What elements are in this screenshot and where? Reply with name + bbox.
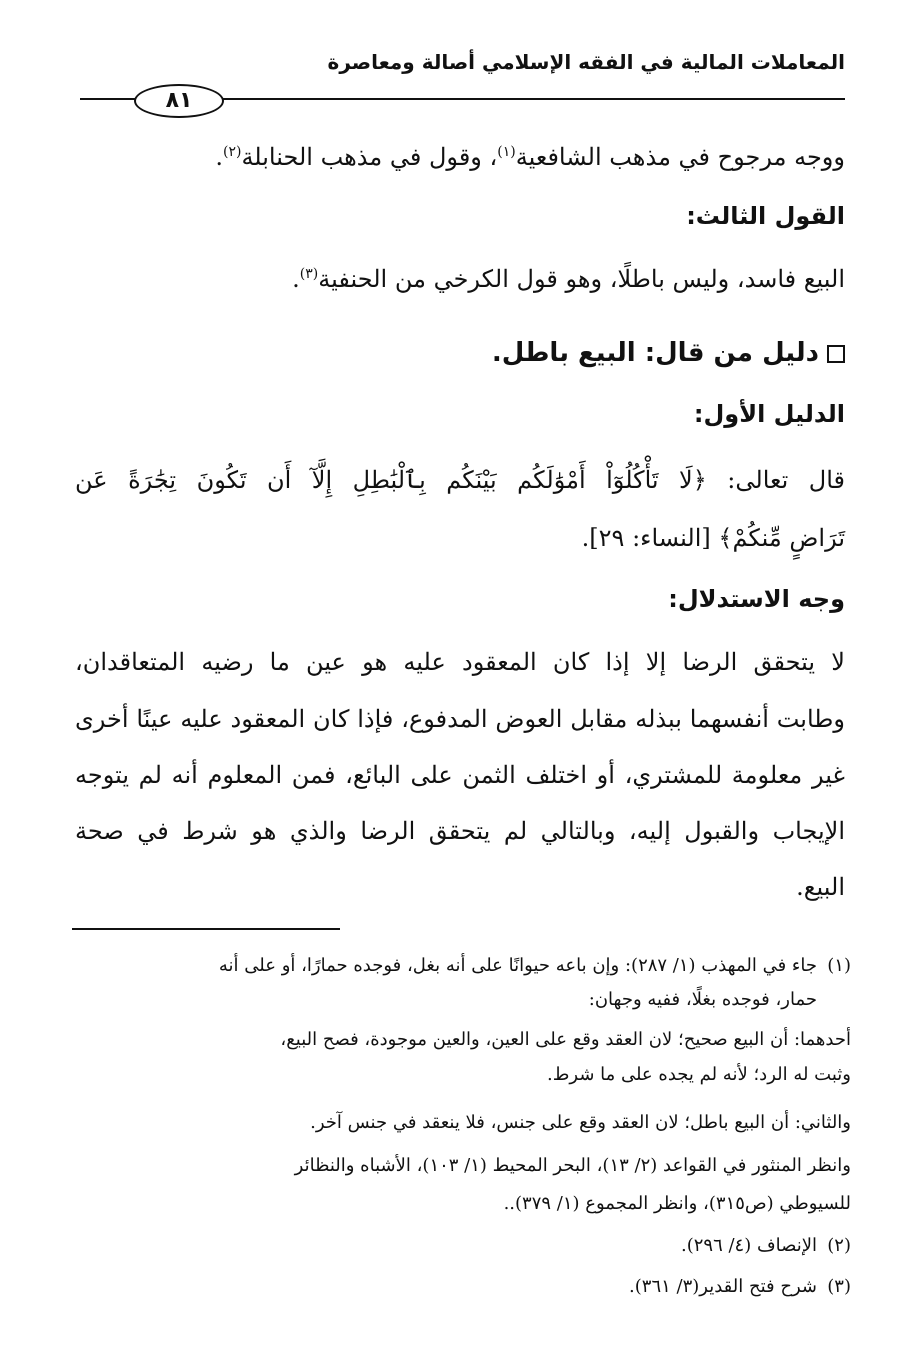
- footnote-3: [71, 1276, 851, 1297]
- running-header-title: المعاملات المالية في الفقه الإسلامي أصالة ومعاصرة: [327, 50, 845, 74]
- paragraph-line-1: [75, 143, 845, 171]
- footnote-1-line-7: للسيوطي (ص٣١٥)، وانظر المجموع (١/ ٣٧٩)..: [503, 1193, 851, 1214]
- body-line-1: لا يتحقق الرضا إلا إذا كان المعقود عليه هو عين ما رضيه المتعاقدان،: [75, 648, 845, 676]
- text-span: .: [215, 143, 223, 171]
- text-span: .: [292, 265, 300, 293]
- page-number: ٨١: [134, 84, 224, 118]
- footnote-1-line-3: أحدهما: أن البيع صحيح؛ لان العقد وقع على العين، والعين موجودة، فصح البيع،: [280, 1029, 851, 1050]
- footnote-text: الإنصاف (٤/ ٢٩٦).: [680, 1235, 817, 1256]
- heading-inference: وجه الاستدلال:: [668, 585, 845, 613]
- footnote-1-number: (١): [827, 955, 851, 976]
- section-heading: [75, 338, 845, 368]
- square-bullet-icon: [827, 345, 845, 363]
- footnote-ref-2[interactable]: (٢): [222, 144, 242, 160]
- text-span: ووجه مرجوح في مذهب الشافعية: [515, 143, 845, 171]
- footnote-ref-1[interactable]: (١): [497, 144, 516, 160]
- footnote-1-line-1: [71, 955, 851, 976]
- heading-third-opinion: القول الثالث:: [686, 202, 845, 230]
- body-line-2: وطابت أنفسهما ببذله مقابل العوض المدفوع، فإذا كان المعقود عليه عينًا أخرى: [75, 705, 845, 733]
- section-heading-text: دليل من قال: البيع باطل.: [491, 338, 819, 368]
- text-span: البيع فاسد، وليس باطلًا، وهو قول الكرخي من الحنفية: [318, 265, 845, 293]
- paragraph-line-2: [75, 265, 845, 293]
- footnote-1-line-2: حمار، فوجده بغلًا، ففيه وجهان:: [588, 989, 817, 1010]
- text-span: ، وقول في مذهب الحنابلة: [241, 143, 498, 171]
- quran-verse-line-2: تَرَاضٍ مِّنكُمْ﴾ [النساء: ٢٩].: [581, 524, 845, 552]
- footnote-1-line-4: وثبت له الرد؛ لأنه لم يجده على ما شرط.: [547, 1064, 851, 1085]
- footnote-1-line-5: والثاني: أن البيع باطل؛ لان العقد وقع على جنس، فلا ينعقد في جنس آخر.: [310, 1112, 851, 1133]
- quran-verse-line-1: قال تعالى: ﴿لَا تَأْكُلُوٓاْ أَمْوَٰلَكُم بَيْنَكُم بِٱلْبَٰطِلِ إِلَّآ أَن تَكُونَ تِجَٰرَةً عَن: [75, 466, 845, 494]
- footnote-text: جاء في المهذب (١/ ٢٨٧): وإن باعه حيوانًا على أنه بغل، فوجده حمارًا، أو على أنه: [218, 955, 817, 976]
- body-line-5: البيع.: [796, 873, 845, 901]
- footnote-text: شرح فتح القدير(٣/ ٣٦١).: [629, 1276, 817, 1297]
- body-line-4: الإيجاب والقبول إليه، وبالتالي لم يتحقق الرضا والذي هو شرط في صحة: [75, 817, 846, 845]
- footnote-ref-3[interactable]: (٣): [299, 266, 319, 282]
- footnote-2: [71, 1235, 851, 1256]
- footnote-separator: [72, 928, 340, 930]
- heading-first-evidence: الدليل الأول:: [693, 400, 845, 428]
- footnote-2-number: (٢): [827, 1235, 851, 1256]
- footnote-3-number: (٣): [827, 1276, 851, 1297]
- footnote-1-line-6: وانظر المنثور في القواعد (٢/ ١٣)، البحر المحيط (١/ ١٠٣)، الأشباه والنظائر: [294, 1155, 851, 1176]
- body-line-3: غير معلومة للمشتري، أو اختلف الثمن على البائع، فمن المعلوم أنه لم يتوجه: [75, 761, 845, 789]
